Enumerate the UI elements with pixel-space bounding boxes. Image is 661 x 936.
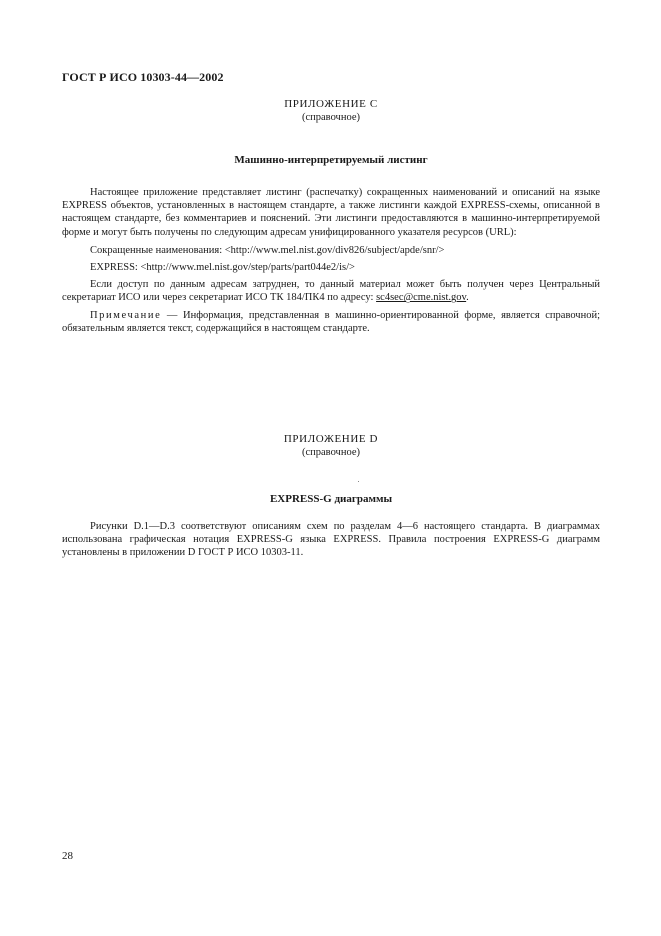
annex-d-title: ПРИЛОЖЕНИЕ D (283, 433, 379, 445)
annex-d-paragraph: Рисунки D.1—D.3 соответствуют описаниям схем по разделам 4—6 настоящего стандарта. В диаграммах использована графическая нотация EXPRESS-G языка EXPRESS. Правила построения EXPRESS-G диаграмм установлены в приложении D ГОСТ Р ИСО 10303-11. (62, 521, 600, 559)
annex-d-title-block (62, 433, 600, 459)
annex-d-subtitle: (справочное) (302, 447, 360, 459)
express-url: EXPRESS: <http://www.mel.nist.gov/step/parts/part044e2/is/> (90, 262, 355, 274)
short-names-url: Сокращенные наименования: <http://www.mel.nist.gov/div826/subject/apde/snr/> (90, 244, 445, 256)
annex-c-body (62, 186, 600, 335)
annex-c-paragraph-1: Настоящее приложение представляет листинг (распечатку) сокращенных наименований и описаний на языке EXPRESS объектов, установленных в настоящем стандарте, а также листинги каждой EXPRESS-схемы, описанной в настоящем стандарте, без комментариев и пояснений. Эти листинги предоставляются в машинно-интерпретируемой форме и могут быть получены по следующим адресам унифицированного указателя ресурсов (URL): (62, 187, 600, 238)
annex-d-body (62, 520, 600, 560)
page-number: 28 (62, 850, 73, 862)
annex-c-note (62, 309, 600, 335)
annex-d-heading: EXPRESS-G диаграммы (269, 493, 393, 505)
scan-speck (358, 481, 359, 482)
annex-c-title: ПРИЛОЖЕНИЕ C (284, 98, 378, 110)
annex-c-paragraph-2 (62, 278, 600, 304)
annex-c-heading: Машинно-интерпретируемый листинг (234, 154, 428, 166)
note-text: — Информация, представленная в машинно-ориентированной форме, является справочной; обязательным является текст, содержащийся в настоящем стандарте. (62, 309, 600, 334)
paragraph-2-text: Если доступ по данным адресам затруднен, то данный материал может быть получен через Центральный секретариат ИСО или через секретариат ИСО ТК 184/ПК4 по адресу: (62, 279, 600, 304)
paragraph-2-end: . (466, 292, 469, 304)
annex-c-subtitle: (справочное) (302, 112, 360, 124)
note-label: Примечание (90, 309, 162, 321)
annex-c-title-block (62, 98, 600, 124)
secretariat-email-link[interactable]: sc4sec@cme.nist.gov (376, 292, 467, 304)
standard-header: ГОСТ Р ИСО 10303-44—2002 (62, 70, 224, 84)
